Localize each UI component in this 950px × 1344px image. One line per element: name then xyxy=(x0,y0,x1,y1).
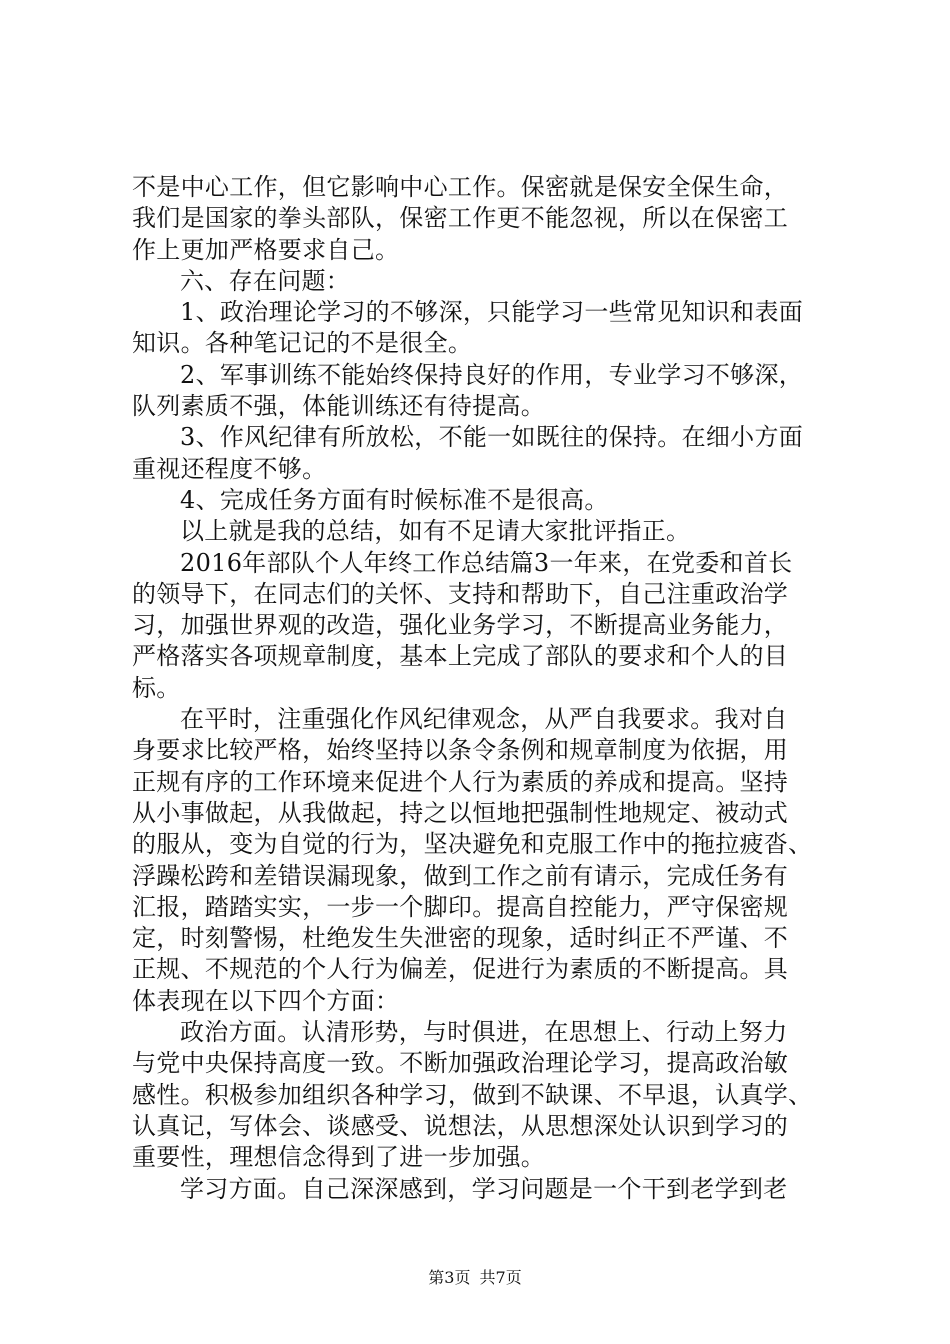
text-line: 汇报，踏踏实实，一步一个脚印。提高自控能力，严守保密规 xyxy=(132,892,789,921)
text-line: 我们是国家的拳头部队，保密工作更不能忽视，所以在保密工 xyxy=(132,204,789,233)
text-line: 的服从，变为自觉的行为，坚决避免和克服工作中的拖拉疲沓、 xyxy=(132,830,813,859)
text-line: 4、完成任务方面有时候标准不是很高。 xyxy=(180,485,609,514)
text-line: 习，加强世界观的改造，强化业务学习，不断提高业务能力， xyxy=(132,611,789,640)
text-line: 正规有序的工作环境来促进个人行为素质的养成和提高。坚持 xyxy=(132,767,789,796)
text-line: 队列素质不强，体能训练还有待提高。 xyxy=(132,392,546,421)
text-line: 重视还程度不够。 xyxy=(132,454,327,483)
text-line: 严格落实各项规章制度，基本上完成了部队的要求和个人的目 xyxy=(132,642,789,671)
text-line: 体表现在以下四个方面： xyxy=(132,986,400,1015)
text-line: 不是中心工作，但它影响中心工作。保密就是保安全保生命， xyxy=(132,173,789,201)
text-line: 浮躁松跨和差错误漏现象，做到工作之前有请示，完成任务有 xyxy=(132,861,789,890)
text-line: 定，时刻警惕，杜绝发生失泄密的现象，适时纠正不严谨、不 xyxy=(132,924,789,953)
text-line: 作上更加严格要求自己。 xyxy=(132,235,400,264)
text-line: 以上就是我的总结，如有不足请大家批评指正。 xyxy=(180,517,691,546)
text-line: 在平时，注重强化作风纪律观念，从严自我要求。我对自 xyxy=(180,705,788,734)
page-footer xyxy=(0,1268,950,1288)
text-line: 知识。各种笔记记的不是很全。 xyxy=(132,329,473,358)
text-line: 重要性，理想信念得到了进一步加强。 xyxy=(132,1143,546,1172)
text-line: 感性。积极参加组织各种学习，做到不缺课、不早退，认真学、 xyxy=(132,1080,813,1109)
text-line: 正规、不规范的个人行为偏差，促进行为素质的不断提高。具 xyxy=(132,955,789,984)
page-total: 共7页 xyxy=(479,1268,522,1287)
text-line: 2、军事训练不能始终保持良好的作用，专业学习不够深， xyxy=(180,360,804,389)
page-number: 第3页 xyxy=(428,1268,471,1287)
text-line: 学习方面。自己深深感到，学习问题是一个干到老学到老 xyxy=(180,1174,788,1203)
text-line: 从小事做起，从我做起，持之以恒地把强制性地规定、被动式 xyxy=(132,798,789,827)
text-line: 标。 xyxy=(132,673,181,702)
text-line: 1、政治理论学习的不够深，只能学习一些常见知识和表面 xyxy=(180,298,804,327)
text-line: 的领导下，在同志们的关怀、支持和帮助下，自己注重政治学 xyxy=(132,579,789,608)
text-line: 3、作风纪律有所放松，不能一如既往的保持。在细小方面 xyxy=(180,423,804,452)
text-line: 2016年部队个人年终工作总结篇3一年来，在党委和首长 xyxy=(180,548,793,577)
text-line: 认真记，写体会、谈感受、说想法，从思想深处认识到学习的 xyxy=(132,1111,789,1140)
document-body xyxy=(132,172,832,1205)
text-line: 身要求比较严格，始终坚持以条令条例和规章制度为依据，用 xyxy=(132,736,789,765)
text-line: 与党中央保持高度一致。不断加强政治理论学习，提高政治敏 xyxy=(132,1049,789,1078)
text-line: 六、存在问题： xyxy=(180,266,351,295)
text-line: 政治方面。认清形势，与时俱进，在思想上、行动上努力 xyxy=(180,1018,788,1047)
